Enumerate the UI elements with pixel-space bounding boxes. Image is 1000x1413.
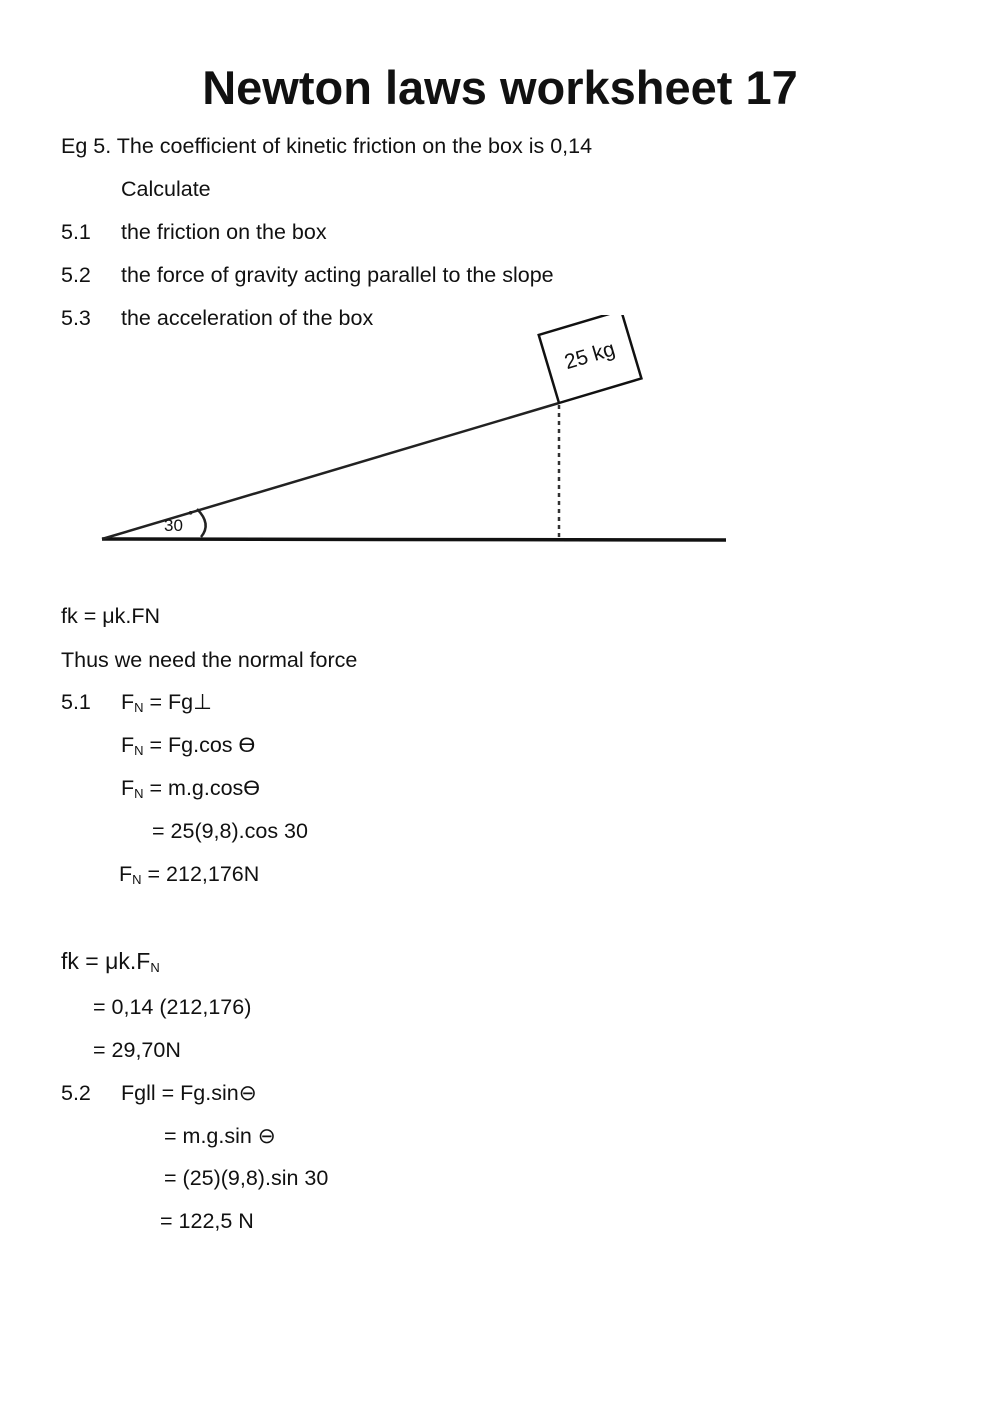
box	[539, 315, 642, 403]
degree-symbol: °	[188, 508, 194, 523]
calculate-label: Calculate	[121, 177, 211, 201]
page-title: Newton laws worksheet 17	[202, 61, 798, 114]
normal-force-line-4: = 25(9,8).cos 30	[152, 819, 308, 843]
inclined-plane-diagram	[90, 315, 740, 555]
formula-lhs: fk =	[61, 604, 103, 628]
step-number: 5.1	[61, 690, 91, 714]
ground-line	[102, 539, 726, 540]
parallel-force-line-2: = m.g.sin ⊖	[164, 1124, 276, 1148]
task-number: 5.1	[61, 220, 91, 244]
parallel-force-result: = 122,5 N	[160, 1209, 254, 1233]
box-mass-label: 25 kg	[561, 337, 618, 375]
friction-calc-result: = 29,70N	[93, 1038, 181, 1062]
normal-force-result: $F_N = 212,176N$	[119, 862, 260, 887]
angle-label: 30	[164, 516, 183, 535]
normal-force-line-2: $F_N = Fg.\cos$ ϴ	[121, 733, 256, 758]
formula-rhs: μk.FN	[102, 604, 161, 628]
normal-force-line-1: $F_N$ = Fg⊥	[121, 690, 212, 715]
friction-calc-line-2: = 0,14 (212,176)	[93, 995, 252, 1019]
angle-arc	[197, 509, 206, 537]
step-number: 5.2	[61, 1081, 91, 1105]
friction-calc-line-1: fk = $\mu k.F_N$	[61, 948, 160, 975]
task-text: the force of gravity acting parallel to the slope	[121, 263, 554, 287]
problem-intro: Eg 5. The coefficient of kinetic friction on the box is 0,14	[61, 134, 593, 158]
parallel-force-line-1: Fgll = Fg.sin⊖	[121, 1081, 257, 1105]
task-number: 5.2	[61, 263, 91, 287]
need-normal-text: Thus we need the normal force	[61, 648, 358, 672]
normal-force-line-3: $F_N = m.g.\cos ϴ$	[121, 776, 261, 801]
friction-formula	[61, 603, 160, 629]
task-number: 5.3	[61, 306, 91, 330]
task-text: the friction on the box	[121, 220, 327, 244]
parallel-force-line-3: = (25)(9,8).sin 30	[164, 1166, 329, 1190]
task-text: the acceleration of the box	[121, 306, 374, 330]
